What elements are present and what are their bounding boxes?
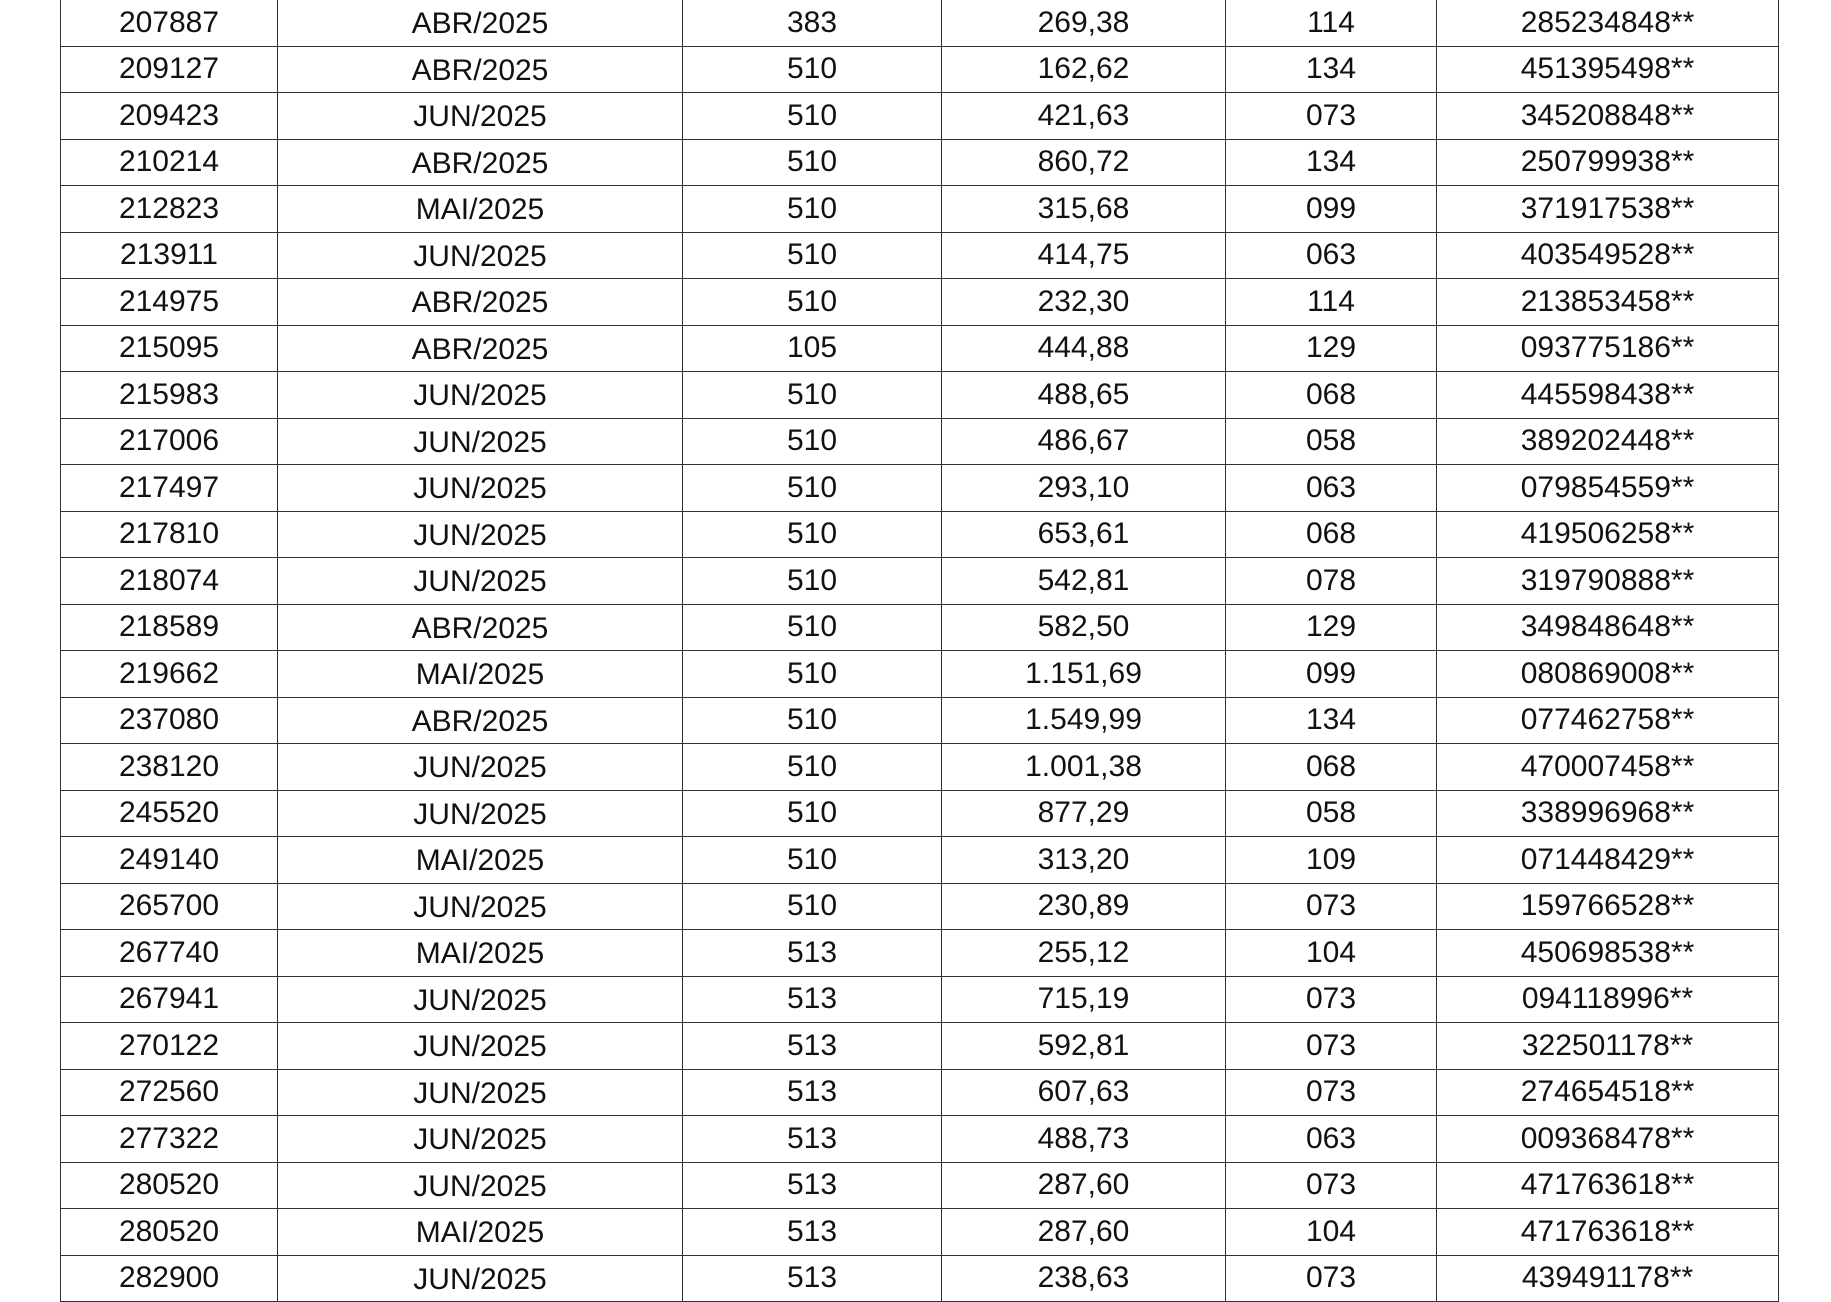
table-row: [61, 232, 1779, 279]
code-cell: 383: [683, 0, 942, 46]
unit-cell: 068: [1226, 744, 1437, 791]
period-cell: JUN/2025: [278, 232, 683, 279]
document-cell: 094118996**: [1437, 976, 1779, 1023]
reference-cell: 217810: [61, 511, 278, 558]
reference-cell: 218589: [61, 604, 278, 651]
period-cell: MAI/2025: [278, 651, 683, 698]
unit-cell: 058: [1226, 418, 1437, 465]
code-cell: 510: [683, 697, 942, 744]
table-row: [61, 651, 1779, 698]
code-cell: 510: [683, 279, 942, 326]
amount-cell: 1.151,69: [942, 651, 1226, 698]
unit-cell: 063: [1226, 465, 1437, 512]
period-cell: JUN/2025: [278, 558, 683, 605]
amount-cell: 582,50: [942, 604, 1226, 651]
reference-cell: 280520: [61, 1209, 278, 1256]
table-row: [61, 93, 1779, 140]
amount-cell: 488,73: [942, 1116, 1226, 1163]
amount-cell: 238,63: [942, 1255, 1226, 1302]
code-cell: 510: [683, 139, 942, 186]
table-row: [61, 325, 1779, 372]
reference-cell: 267740: [61, 930, 278, 977]
period-cell: JUN/2025: [278, 418, 683, 465]
period-cell: ABR/2025: [278, 604, 683, 651]
table-row: [61, 883, 1779, 930]
code-cell: 510: [683, 790, 942, 837]
code-cell: 510: [683, 837, 942, 884]
amount-cell: 542,81: [942, 558, 1226, 605]
period-cell: ABR/2025: [278, 325, 683, 372]
document-cell: 419506258**: [1437, 511, 1779, 558]
unit-cell: 073: [1226, 93, 1437, 140]
unit-cell: 104: [1226, 930, 1437, 977]
table-row: [61, 186, 1779, 233]
reference-cell: 214975: [61, 279, 278, 326]
table-row: [61, 0, 1779, 46]
amount-cell: 230,89: [942, 883, 1226, 930]
reference-cell: 277322: [61, 1116, 278, 1163]
code-cell: 513: [683, 1116, 942, 1163]
reference-cell: 272560: [61, 1069, 278, 1116]
amount-cell: 162,62: [942, 46, 1226, 93]
reference-cell: 245520: [61, 790, 278, 837]
period-cell: MAI/2025: [278, 1209, 683, 1256]
unit-cell: 068: [1226, 372, 1437, 419]
code-cell: 510: [683, 604, 942, 651]
reference-cell: 219662: [61, 651, 278, 698]
period-cell: JUN/2025: [278, 1069, 683, 1116]
data-table: [60, 0, 1779, 1302]
unit-cell: 129: [1226, 604, 1437, 651]
reference-cell: 270122: [61, 1023, 278, 1070]
table-row: [61, 1069, 1779, 1116]
document-cell: 274654518**: [1437, 1069, 1779, 1116]
code-cell: 510: [683, 418, 942, 465]
period-cell: JUN/2025: [278, 790, 683, 837]
reference-cell: 210214: [61, 139, 278, 186]
reference-cell: 238120: [61, 744, 278, 791]
unit-cell: 104: [1226, 1209, 1437, 1256]
amount-cell: 486,67: [942, 418, 1226, 465]
document-cell: 389202448**: [1437, 418, 1779, 465]
table-row: [61, 418, 1779, 465]
table-row: [61, 1209, 1779, 1256]
period-cell: ABR/2025: [278, 0, 683, 46]
unit-cell: 114: [1226, 0, 1437, 46]
code-cell: 510: [683, 883, 942, 930]
table-row: [61, 511, 1779, 558]
table-row: [61, 1162, 1779, 1209]
amount-cell: 269,38: [942, 0, 1226, 46]
amount-cell: 232,30: [942, 279, 1226, 326]
reference-cell: 249140: [61, 837, 278, 884]
unit-cell: 114: [1226, 279, 1437, 326]
reference-cell: 215983: [61, 372, 278, 419]
amount-cell: 592,81: [942, 1023, 1226, 1070]
table-row: [61, 604, 1779, 651]
document-cell: 371917538**: [1437, 186, 1779, 233]
document-cell: 080869008**: [1437, 651, 1779, 698]
code-cell: 510: [683, 232, 942, 279]
period-cell: MAI/2025: [278, 930, 683, 977]
code-cell: 510: [683, 558, 942, 605]
amount-cell: 293,10: [942, 465, 1226, 512]
code-cell: 513: [683, 1209, 942, 1256]
document-cell: 009368478**: [1437, 1116, 1779, 1163]
document-cell: 159766528**: [1437, 883, 1779, 930]
reference-cell: 217497: [61, 465, 278, 512]
period-cell: JUN/2025: [278, 1116, 683, 1163]
document-cell: 338996968**: [1437, 790, 1779, 837]
period-cell: JUN/2025: [278, 465, 683, 512]
document-cell: 403549528**: [1437, 232, 1779, 279]
document-cell: 349848648**: [1437, 604, 1779, 651]
table-row: [61, 139, 1779, 186]
unit-cell: 073: [1226, 976, 1437, 1023]
reference-cell: 209127: [61, 46, 278, 93]
document-cell: 079854559**: [1437, 465, 1779, 512]
code-cell: 510: [683, 651, 942, 698]
table-row: [61, 279, 1779, 326]
code-cell: 513: [683, 1162, 942, 1209]
table-row: [61, 1255, 1779, 1302]
unit-cell: 058: [1226, 790, 1437, 837]
code-cell: 513: [683, 1255, 942, 1302]
period-cell: ABR/2025: [278, 697, 683, 744]
reference-cell: 280520: [61, 1162, 278, 1209]
amount-cell: 877,29: [942, 790, 1226, 837]
amount-cell: 313,20: [942, 837, 1226, 884]
table-body: [61, 0, 1779, 1302]
unit-cell: 073: [1226, 1255, 1437, 1302]
amount-cell: 315,68: [942, 186, 1226, 233]
unit-cell: 078: [1226, 558, 1437, 605]
amount-cell: 287,60: [942, 1209, 1226, 1256]
code-cell: 510: [683, 93, 942, 140]
document-cell: 471763618**: [1437, 1209, 1779, 1256]
period-cell: MAI/2025: [278, 186, 683, 233]
document-cell: 077462758**: [1437, 697, 1779, 744]
reference-cell: 218074: [61, 558, 278, 605]
document-cell: 470007458**: [1437, 744, 1779, 791]
code-cell: 510: [683, 46, 942, 93]
period-cell: JUN/2025: [278, 1162, 683, 1209]
document-cell: 093775186**: [1437, 325, 1779, 372]
code-cell: 513: [683, 1023, 942, 1070]
table-row: [61, 1116, 1779, 1163]
period-cell: MAI/2025: [278, 837, 683, 884]
reference-cell: 265700: [61, 883, 278, 930]
amount-cell: 1.001,38: [942, 744, 1226, 791]
table-row: [61, 1023, 1779, 1070]
amount-cell: 444,88: [942, 325, 1226, 372]
unit-cell: 134: [1226, 139, 1437, 186]
table-row: [61, 790, 1779, 837]
table-row: [61, 372, 1779, 419]
code-cell: 510: [683, 511, 942, 558]
period-cell: JUN/2025: [278, 1255, 683, 1302]
unit-cell: 063: [1226, 232, 1437, 279]
amount-cell: 715,19: [942, 976, 1226, 1023]
unit-cell: 109: [1226, 837, 1437, 884]
period-cell: JUN/2025: [278, 1023, 683, 1070]
reference-cell: 237080: [61, 697, 278, 744]
table-row: [61, 837, 1779, 884]
code-cell: 513: [683, 1069, 942, 1116]
unit-cell: 073: [1226, 1162, 1437, 1209]
document-cell: 322501178**: [1437, 1023, 1779, 1070]
period-cell: ABR/2025: [278, 279, 683, 326]
document-cell: 471763618**: [1437, 1162, 1779, 1209]
unit-cell: 134: [1226, 46, 1437, 93]
period-cell: ABR/2025: [278, 46, 683, 93]
period-cell: ABR/2025: [278, 139, 683, 186]
period-cell: JUN/2025: [278, 511, 683, 558]
document-cell: 250799938**: [1437, 139, 1779, 186]
unit-cell: 099: [1226, 651, 1437, 698]
unit-cell: 073: [1226, 883, 1437, 930]
unit-cell: 099: [1226, 186, 1437, 233]
reference-cell: 282900: [61, 1255, 278, 1302]
unit-cell: 073: [1226, 1069, 1437, 1116]
code-cell: 510: [683, 372, 942, 419]
amount-cell: 860,72: [942, 139, 1226, 186]
reference-cell: 267941: [61, 976, 278, 1023]
amount-cell: 1.549,99: [942, 697, 1226, 744]
amount-cell: 255,12: [942, 930, 1226, 977]
unit-cell: 073: [1226, 1023, 1437, 1070]
period-cell: JUN/2025: [278, 744, 683, 791]
table-row: [61, 697, 1779, 744]
document-cell: 451395498**: [1437, 46, 1779, 93]
document-cell: 450698538**: [1437, 930, 1779, 977]
table-row: [61, 744, 1779, 791]
reference-cell: 207887: [61, 0, 278, 46]
unit-cell: 134: [1226, 697, 1437, 744]
period-cell: JUN/2025: [278, 93, 683, 140]
document-cell: 319790888**: [1437, 558, 1779, 605]
code-cell: 510: [683, 186, 942, 233]
amount-cell: 421,63: [942, 93, 1226, 140]
table-row: [61, 976, 1779, 1023]
reference-cell: 213911: [61, 232, 278, 279]
unit-cell: 068: [1226, 511, 1437, 558]
table-row: [61, 930, 1779, 977]
code-cell: 510: [683, 744, 942, 791]
reference-cell: 212823: [61, 186, 278, 233]
document-cell: 439491178**: [1437, 1255, 1779, 1302]
amount-cell: 653,61: [942, 511, 1226, 558]
document-cell: 285234848**: [1437, 0, 1779, 46]
table-row: [61, 46, 1779, 93]
period-cell: JUN/2025: [278, 372, 683, 419]
amount-cell: 607,63: [942, 1069, 1226, 1116]
document-cell: 445598438**: [1437, 372, 1779, 419]
unit-cell: 063: [1226, 1116, 1437, 1163]
amount-cell: 488,65: [942, 372, 1226, 419]
table-row: [61, 558, 1779, 605]
code-cell: 513: [683, 976, 942, 1023]
document-cell: 345208848**: [1437, 93, 1779, 140]
amount-cell: 287,60: [942, 1162, 1226, 1209]
code-cell: 510: [683, 465, 942, 512]
document-cell: 213853458**: [1437, 279, 1779, 326]
code-cell: 513: [683, 930, 942, 977]
document-cell: 071448429**: [1437, 837, 1779, 884]
code-cell: 105: [683, 325, 942, 372]
period-cell: JUN/2025: [278, 883, 683, 930]
table-row: [61, 465, 1779, 512]
reference-cell: 217006: [61, 418, 278, 465]
unit-cell: 129: [1226, 325, 1437, 372]
reference-cell: 209423: [61, 93, 278, 140]
period-cell: JUN/2025: [278, 976, 683, 1023]
reference-cell: 215095: [61, 325, 278, 372]
amount-cell: 414,75: [942, 232, 1226, 279]
